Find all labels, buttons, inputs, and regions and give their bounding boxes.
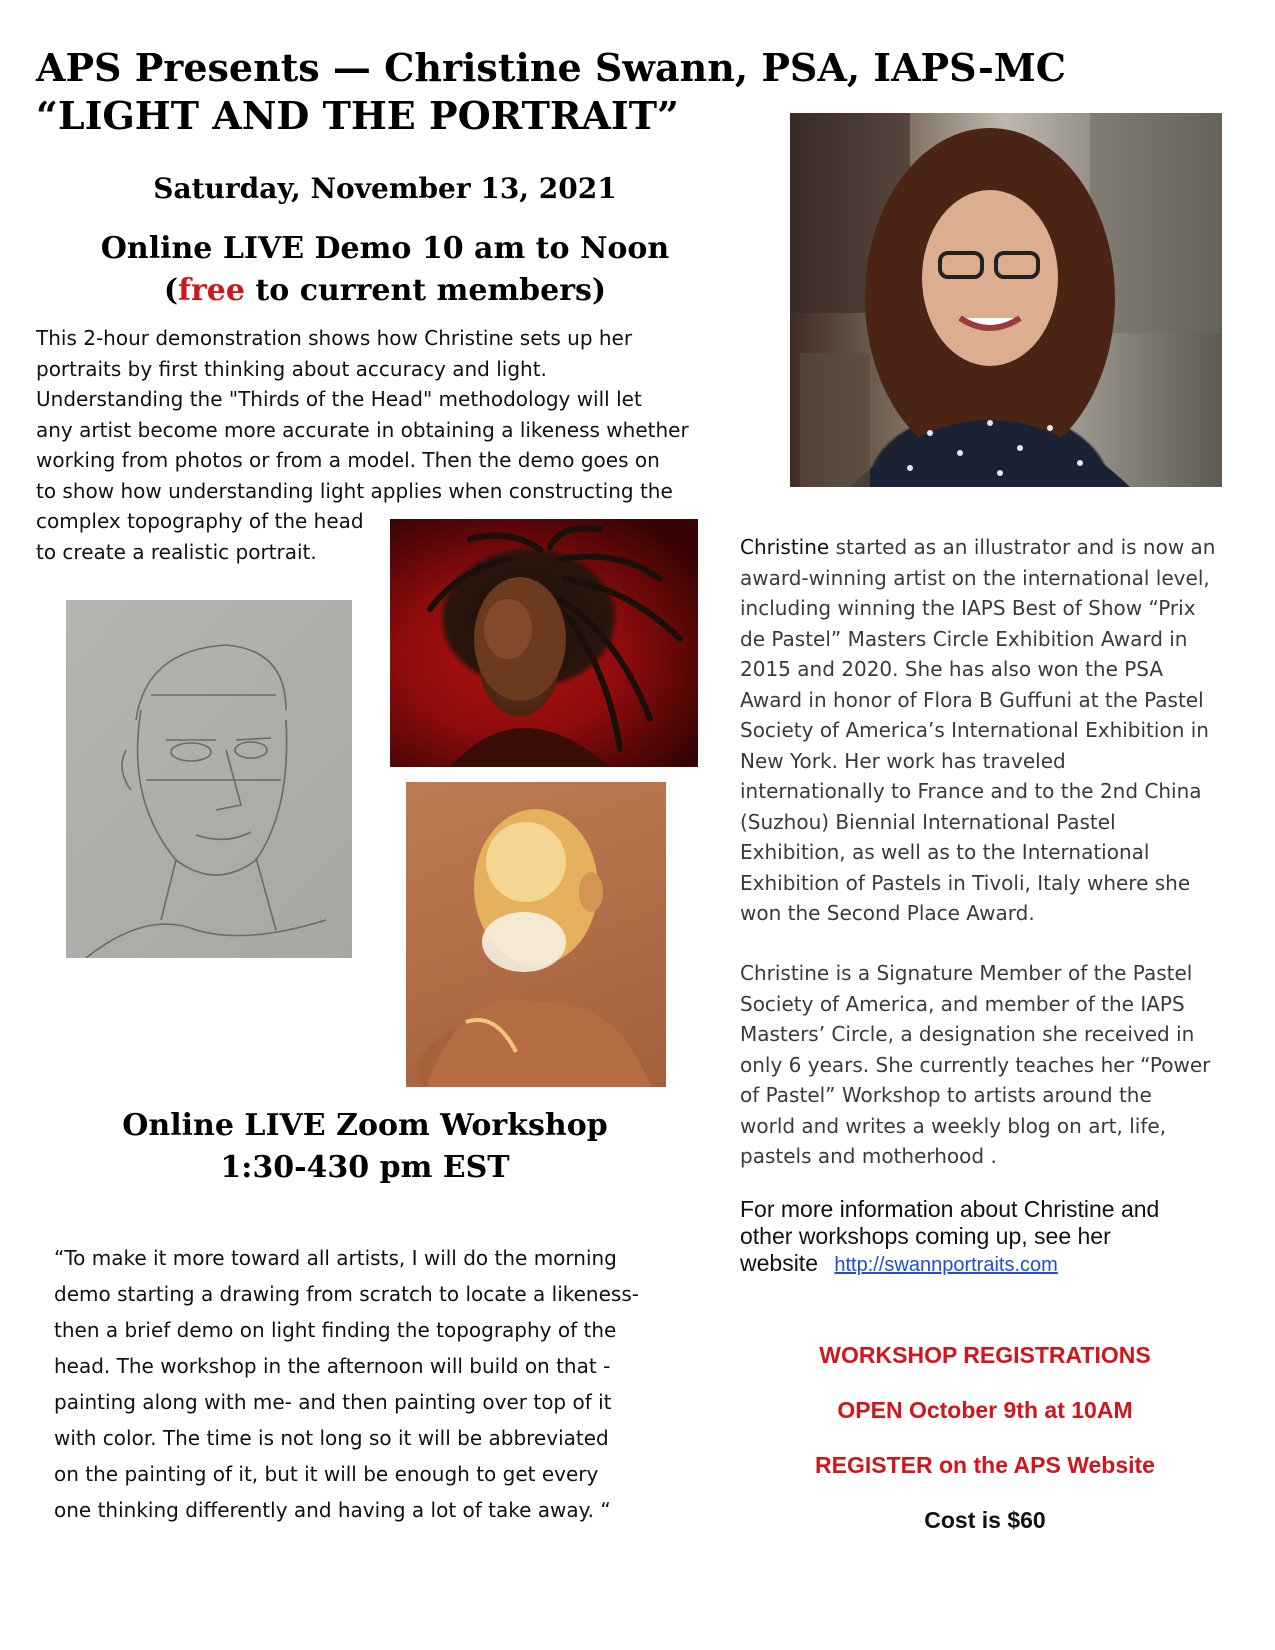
bio-line: pastels and motherhood . [740,1144,997,1168]
workshop-quote [54,1240,694,1528]
dreadlocks-portrait-art [390,519,698,767]
description-line: working from photos or from a model. Then the demo goes on [36,448,660,472]
description-line: complex topography of the head [36,509,364,533]
bio-paragraph-1 [740,532,1260,929]
description-line: to create a realistic portrait. [36,539,317,564]
bio-line: 2015 and 2020. She has also won the PSA [740,657,1164,681]
bio-paragraph-2 [740,958,1260,1172]
bio-line: de Pastel” Masters Circle Exhibition Award in [740,626,1188,651]
christine-photo-art [790,113,1222,487]
quote-line: on the painting of it, but it will be enough to get every [54,1462,599,1486]
title-line-1: APS Presents — Christine Swann, PSA, IAPS-MC [36,45,1067,90]
bio-line: world and writes a weekly blog on art, life, [740,1113,1167,1138]
bio-line: Christine is a Signature Member of the Pastel [740,961,1193,985]
bald-man-portrait-painting [406,782,666,1087]
description-line: This 2-hour demonstration shows how Christine sets up her [36,326,633,350]
bio-line: Exhibition, as well as to the International [740,840,1150,864]
free-word: free [178,273,245,308]
bio-line: internationally to France and to the 2nd China [740,779,1202,803]
more-info-line: For more information about Christine and [740,1196,1160,1222]
dreadlocks-portrait-painting [390,519,698,767]
description-line: any artist become more accurate in obtaining a likeness whether [36,417,689,442]
description-line: portraits by first thinking about accuracy and light. [36,356,547,381]
bio-line: Society of America’s International Exhibition in [740,718,1209,742]
description-line: to show how understanding light applies when constructing the [36,478,673,503]
bio-line: won the Second Place Award. [740,901,1035,925]
bio-first-word: Christine [740,535,830,559]
sketch-art [66,600,352,958]
bio-line: Masters’ Circle, a designation she received in [740,1022,1195,1046]
bio-line: Society of America, and member of the IAPS [740,991,1185,1016]
workshop-time: 1:30-430 pm EST [220,1150,510,1185]
christine-photo [790,113,1222,487]
workshop-cost: Cost is $60 [924,1507,1046,1533]
bio-line: Exhibition of Pastels in Tivoli, Italy where she [740,870,1191,895]
bio-line: New York. Her work has traveled [740,748,1066,773]
more-info [740,1196,1260,1279]
free-open: ( [163,273,179,308]
thirds-of-head-sketch [66,600,352,958]
registration-open-heading: WORKSHOP REGISTRATIONS [819,1342,1151,1368]
website-link[interactable]: http://swannportraits.com [834,1254,1058,1276]
registration-info [740,1342,1230,1534]
more-info-line: other workshops coming up, see her [740,1223,1111,1249]
description-line: Understanding the "Thirds of the Head" methodology will let [36,387,642,411]
quote-line: one thinking differently and having a lot of take away. “ [54,1498,611,1522]
quote-line: painting along with me- and then painting over top of it [54,1390,612,1414]
bio-line: of Pastel” Workshop to artists around the [740,1083,1152,1107]
workshop-title: Online LIVE Zoom Workshop [122,1108,608,1143]
bio-line: (Suzhou) Biennial International Pastel [740,809,1116,834]
more-info-line: website [740,1250,825,1276]
demo-time: Online LIVE Demo 10 am to Noon [100,231,670,266]
register-instruction: REGISTER on the APS Website [815,1452,1155,1478]
workshop-heading [0,1105,730,1189]
title-line-2: “LIGHT AND THE PORTRAIT” [36,93,679,138]
bio-line: only 6 years. She currently teaches her “Power [740,1052,1211,1077]
bio-line: Award in honor of Flora B Guffuni at the Pastel [740,687,1204,712]
free-rest: to current members) [244,273,607,308]
bio-line: including winning the IAPS Best of Show “Prix [740,596,1196,620]
quote-line: with color. The time is not long so it will be abbreviated [54,1426,609,1450]
bald-man-art [406,782,666,1087]
bio-line: award-winning artist on the international level, [740,565,1210,590]
quote-line: then a brief demo on light finding the topography of the [54,1318,617,1342]
bio-line: Christine started as an illustrator and is now an [740,535,1216,559]
demo-heading [0,228,770,312]
quote-line: head. The workshop in the afternoon will build on that - [54,1354,611,1378]
registration-open-date: OPEN October 9th at 10AM [837,1397,1133,1423]
quote-line: demo starting a drawing from scratch to locate a likeness- [54,1282,639,1306]
quote-line: “To make it more toward all artists, I will do the morning [54,1246,617,1270]
event-date: Saturday, November 13, 2021 [153,172,617,205]
